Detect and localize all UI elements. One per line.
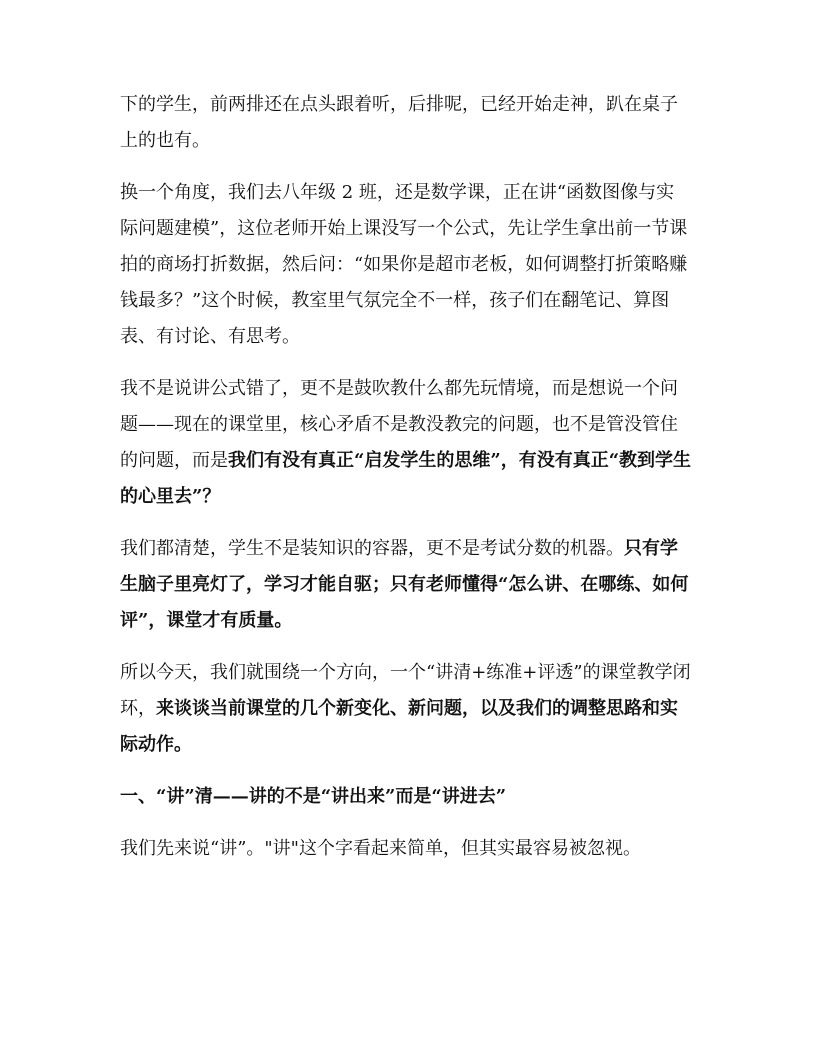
section-heading-text: 一、“讲”清——讲的不是“讲出来”而是“讲进去”	[120, 786, 507, 807]
paragraph-4-emphasis: 只有学生脑子里亮灯了，学习才能自驱；只有老师懂得“怎么讲、在哪练、如何评”，课堂才有质量。	[120, 538, 689, 631]
paragraph-4-text: 我们都清楚，学生不是装知识的容器，更不是考试分数的机器。	[120, 538, 624, 559]
paragraph-5	[120, 655, 692, 763]
document-body	[120, 87, 692, 883]
paragraph-2-text: 换一个角度，我们去八年级 2 班，还是数学课，正在讲“函数图像与实际问题建模”，这位老师开始上课没写一个公式，先让学生拿出前一节课拍的商场打折数据，然后问：“如果你是超市老板，如何调整打折策略赚钱最多？”这个时候，教室里气氛完全不一样，孩子们在翻笔记、算图表、有讨论、有思考。	[120, 182, 688, 347]
paragraph-7	[120, 831, 692, 867]
paragraph-3-text: 我不是说讲公式错了，更不是鼓吹教什么都先玩情境，而是想说一个问题——现在的课堂里，核心矛盾不是教没教完的问题，也不是管没管住的问题，而是	[120, 378, 678, 471]
paragraph-3	[120, 371, 692, 515]
paragraph-2	[120, 175, 692, 355]
paragraph-1	[120, 87, 692, 159]
section-heading	[120, 779, 692, 815]
paragraph-7-text: 我们先来说“讲”。"讲"这个字看起来简单，但其实最容易被忽视。	[120, 838, 641, 859]
paragraph-5-emphasis: 来谈谈当前课堂的几个新变化、新问题，以及我们的调整思路和实际动作。	[120, 698, 678, 755]
paragraph-5-text: 所以今天，我们就围绕一个方向，一个“讲清+练准+评透”的课堂教学闭环，	[120, 662, 691, 719]
paragraph-3-emphasis: 我们有没有真正“启发学生的思维”，有没有真正“教到学生的心里去”？	[120, 450, 692, 507]
paragraph-1-text: 下的学生，前两排还在点头跟着听，后排呢，已经开始走神，趴在桌子上的也有。	[120, 94, 678, 151]
paragraph-4	[120, 531, 692, 639]
